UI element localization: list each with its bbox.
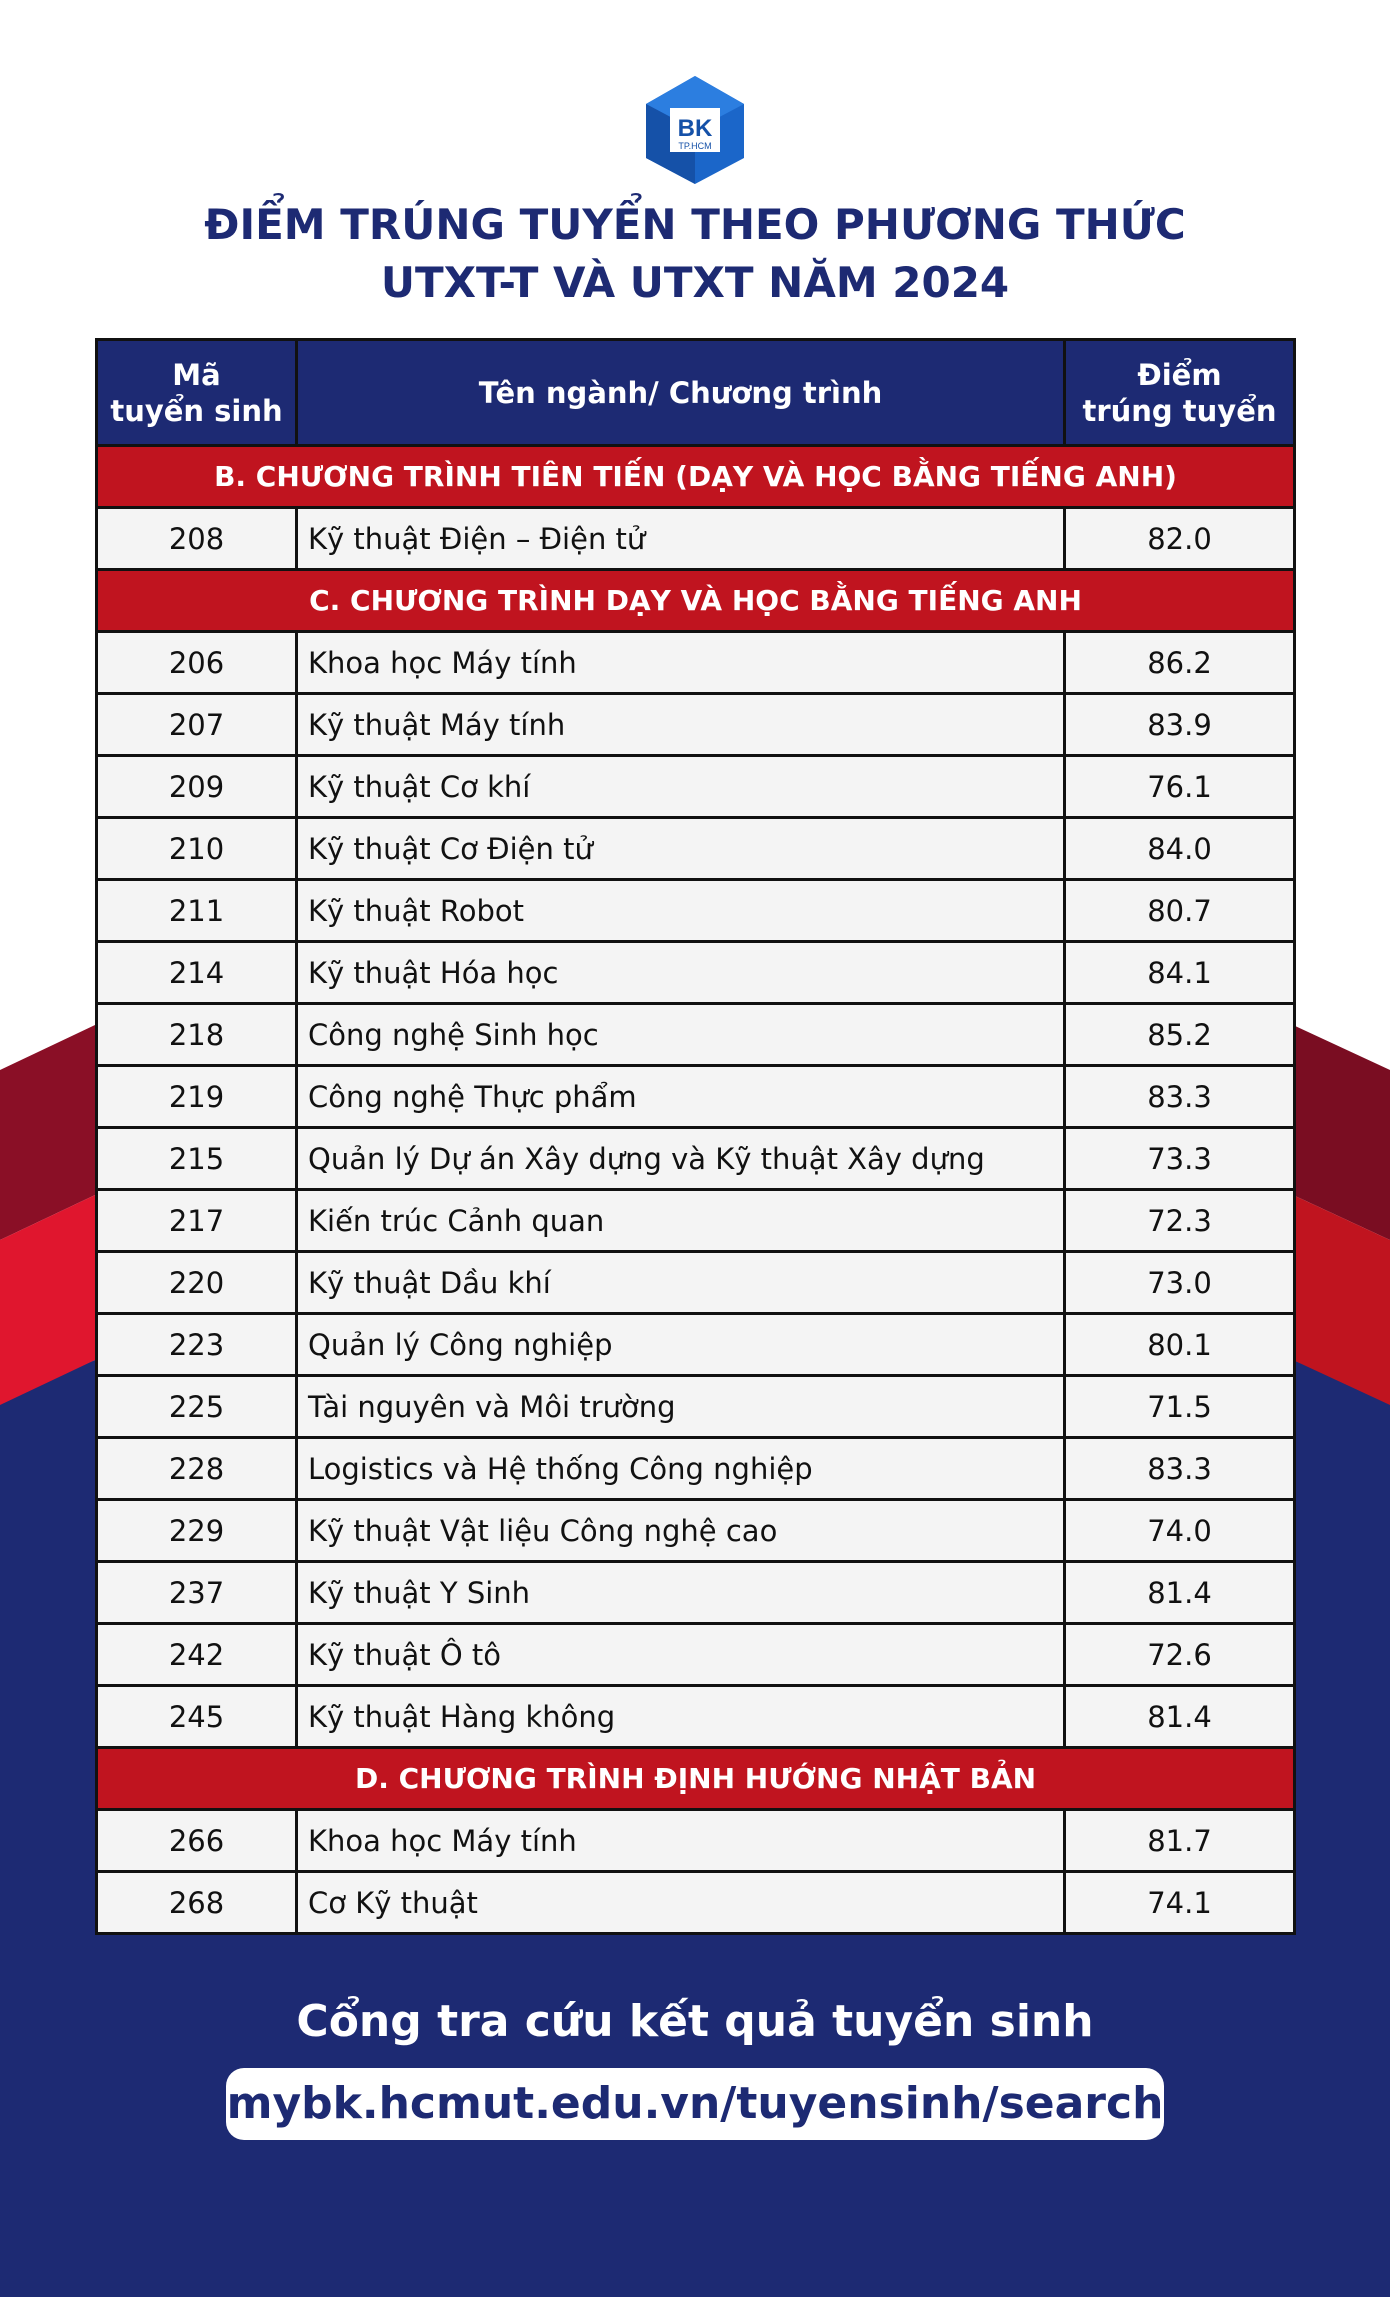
table-row [97,1004,1295,1066]
table-row [97,1252,1295,1314]
table-row [97,1562,1295,1624]
portal-label: Cổng tra cứu kết quả tuyển sinh [296,1996,1094,2047]
section-title: C. CHƯƠNG TRÌNH DẠY VÀ HỌC BẰNG TIẾNG ANH [97,570,1295,632]
program-name: Kỹ thuật Hàng không [297,1686,1065,1748]
admission-score: 72.3 [1065,1190,1295,1252]
admission-score: 83.3 [1065,1438,1295,1500]
table-row [97,632,1295,694]
program-name: Khoa học Máy tính [297,632,1065,694]
program-name: Công nghệ Sinh học [297,1004,1065,1066]
program-name: Kỹ thuật Vật liệu Công nghệ cao [297,1500,1065,1562]
portal-url-link[interactable]: mybk.hcmut.edu.vn/tuyensinh/search [226,2068,1164,2140]
table-row [97,1314,1295,1376]
table-row [97,880,1295,942]
program-name: Kỹ thuật Cơ Điện tử [297,818,1065,880]
page-title [0,196,1390,312]
admission-score: 74.0 [1065,1500,1295,1562]
program-name: Kỹ thuật Dầu khí [297,1252,1065,1314]
program-name: Công nghệ Thực phẩm [297,1066,1065,1128]
program-code: 242 [97,1624,297,1686]
table-row [97,1438,1295,1500]
table-row [97,1810,1295,1872]
table-row [97,1376,1295,1438]
header-code: Mã tuyển sinh [97,340,297,446]
section-row [97,446,1295,508]
title-line-1: ĐIỂM TRÚNG TUYỂN THEO PHƯƠNG THỨC [204,200,1186,249]
program-name: Quản lý Công nghiệp [297,1314,1065,1376]
program-code: 228 [97,1438,297,1500]
program-code: 220 [97,1252,297,1314]
table-header-row [97,340,1295,446]
program-name: Khoa học Máy tính [297,1810,1065,1872]
program-code: 266 [97,1810,297,1872]
program-name: Kỹ thuật Máy tính [297,694,1065,756]
title-line-2: UTXT-T VÀ UTXT NĂM 2024 [380,258,1010,307]
program-code: 211 [97,880,297,942]
table-row [97,694,1295,756]
table-row [97,1190,1295,1252]
program-name: Tài nguyên và Môi trường [297,1376,1065,1438]
program-code: 219 [97,1066,297,1128]
score-table [95,338,1296,1935]
admission-score: 80.7 [1065,880,1295,942]
svg-text:BK: BK [677,115,713,142]
program-name: Kỹ thuật Y Sinh [297,1562,1065,1624]
table-row [97,508,1295,570]
program-code: 208 [97,508,297,570]
table-row [97,1500,1295,1562]
admission-score: 76.1 [1065,756,1295,818]
admission-score: 81.4 [1065,1686,1295,1748]
program-code: 268 [97,1872,297,1934]
admission-score: 71.5 [1065,1376,1295,1438]
program-code: 237 [97,1562,297,1624]
section-title: D. CHƯƠNG TRÌNH ĐỊNH HƯỚNG NHẬT BẢN [97,1748,1295,1810]
program-name: Cơ Kỹ thuật [297,1872,1065,1934]
program-name: Kỹ thuật Điện – Điện tử [297,508,1065,570]
table-row [97,1624,1295,1686]
program-code: 245 [97,1686,297,1748]
program-name: Kiến trúc Cảnh quan [297,1190,1065,1252]
program-code: 214 [97,942,297,1004]
admission-score: 82.0 [1065,508,1295,570]
program-name: Kỹ thuật Ô tô [297,1624,1065,1686]
bk-logo [640,74,750,186]
program-code: 209 [97,756,297,818]
admission-score: 84.0 [1065,818,1295,880]
table-row [97,756,1295,818]
table-row [97,818,1295,880]
program-code: 223 [97,1314,297,1376]
program-code: 210 [97,818,297,880]
table-body [97,446,1295,1934]
program-name: Quản lý Dự án Xây dựng và Kỹ thuật Xây dựng [297,1128,1065,1190]
admission-score: 85.2 [1065,1004,1295,1066]
program-name: Kỹ thuật Cơ khí [297,756,1065,818]
program-name: Kỹ thuật Hóa học [297,942,1065,1004]
admission-score: 72.6 [1065,1624,1295,1686]
program-name: Logistics và Hệ thống Công nghiệp [297,1438,1065,1500]
table-row [97,1066,1295,1128]
program-code: 218 [97,1004,297,1066]
table-row [97,1686,1295,1748]
section-title: B. CHƯƠNG TRÌNH TIÊN TIẾN (DẠY VÀ HỌC BẰNG TIẾNG ANH) [97,446,1295,508]
program-code: 229 [97,1500,297,1562]
admission-score: 73.0 [1065,1252,1295,1314]
header-score: Điểm trúng tuyển [1065,340,1295,446]
section-row [97,1748,1295,1810]
admission-score: 83.9 [1065,694,1295,756]
admission-score: 73.3 [1065,1128,1295,1190]
admission-score: 84.1 [1065,942,1295,1004]
svg-text:TP.HCM: TP.HCM [678,141,712,151]
table-row [97,942,1295,1004]
program-code: 215 [97,1128,297,1190]
admission-score: 83.3 [1065,1066,1295,1128]
admission-score: 74.1 [1065,1872,1295,1934]
section-row [97,570,1295,632]
program-name: Kỹ thuật Robot [297,880,1065,942]
admission-score: 80.1 [1065,1314,1295,1376]
table-row [97,1128,1295,1190]
admission-score: 81.4 [1065,1562,1295,1624]
program-code: 217 [97,1190,297,1252]
program-code: 225 [97,1376,297,1438]
table-row [97,1872,1295,1934]
program-code: 207 [97,694,297,756]
admission-score: 81.7 [1065,1810,1295,1872]
score-table-container [95,338,1293,1935]
header-name: Tên ngành/ Chương trình [297,340,1065,446]
admission-score: 86.2 [1065,632,1295,694]
program-code: 206 [97,632,297,694]
